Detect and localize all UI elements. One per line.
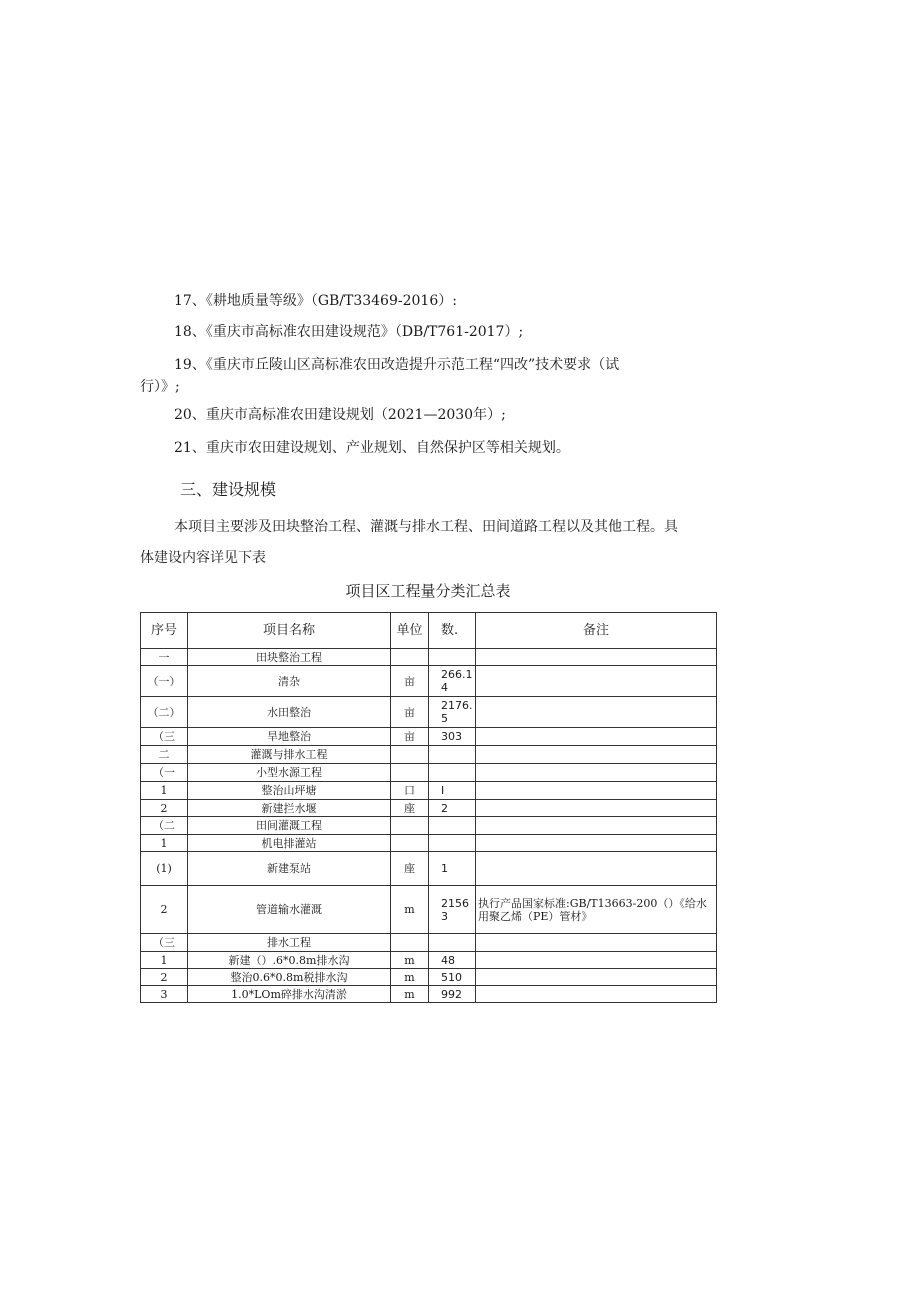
table-row [141,649,717,666]
row-index: 二 [141,746,188,764]
row-quantity: 303 [429,728,476,746]
row-unit: m [391,986,429,1003]
row-remark [476,782,717,800]
reference-19: 19、《重庆市丘陵山区高标准农田改造提升示范工程“四改”技术要求（试 [174,357,620,373]
row-quantity: 2176.5 [429,697,476,728]
row-name: 新建泵站 [188,852,391,886]
row-quantity: 48 [429,952,476,969]
row-index: 1 [141,835,188,852]
reference-20: 20、重庆市高标准农田建设规划（2021—2030年）; [174,407,506,423]
engineering-quantity-table [140,612,717,1003]
row-unit [391,835,429,852]
row-remark [476,666,717,697]
table-row [141,986,717,1003]
row-unit [391,649,429,666]
row-unit: 口 [391,782,429,800]
row-unit: 亩 [391,728,429,746]
row-unit: 座 [391,852,429,886]
row-remark [476,835,717,852]
table-row [141,666,717,697]
row-quantity [429,817,476,835]
intro-line-1: 本项目主要涉及田块整治工程、灌溉与排水工程、田间道路工程以及其他工程。具 [174,519,678,535]
row-remark [476,817,717,835]
reference-21: 21、重庆市农田建设规划、产业规划、自然保护区等相关规划。 [174,440,570,456]
row-quantity: 1 [429,852,476,886]
row-name: 机电排灌站 [188,835,391,852]
row-name: 整治山坪塘 [188,782,391,800]
row-remark [476,969,717,986]
row-unit: m [391,886,429,934]
row-name: 水田整治 [188,697,391,728]
row-name: 旱地整治 [188,728,391,746]
row-name: 清杂 [188,666,391,697]
reference-18: 18、《重庆市高标准农田建设规范》（DB/T761-2017）; [174,324,524,340]
row-index: 2 [141,886,188,934]
row-index: （二） [141,697,188,728]
header-remark: 备注 [476,613,717,649]
row-unit [391,934,429,952]
row-remark [476,852,717,886]
table-row [141,728,717,746]
row-index: (1) [141,852,188,886]
row-quantity [429,835,476,852]
table-row [141,852,717,886]
row-remark: 执行产品国家标准:GB/T13663-200（）《给水用聚乙烯（PE）管材》 [476,886,717,934]
table-row [141,934,717,952]
row-quantity: 266.14 [429,666,476,697]
row-quantity: 992 [429,986,476,1003]
reference-17: 17、《耕地质量等级》（GB/T33469-2016）: [174,293,457,309]
table-row [141,835,717,852]
row-name: 灌溉与排水工程 [188,746,391,764]
row-index: 1 [141,782,188,800]
table-row [141,782,717,800]
table-title: 项目区工程量分类汇总表 [345,582,511,600]
row-name: 小型水源工程 [188,764,391,782]
row-index: （一） [141,666,188,697]
row-quantity: 2 [429,800,476,817]
row-quantity [429,649,476,666]
table-header-row [141,613,717,649]
row-index: （二 [141,817,188,835]
row-index: 2 [141,800,188,817]
row-index: （一 [141,764,188,782]
row-unit [391,746,429,764]
row-index: 一 [141,649,188,666]
row-quantity [429,934,476,952]
row-name: 管道输水灌溉 [188,886,391,934]
row-unit [391,817,429,835]
table-row [141,800,717,817]
row-name: 1.0*LOm碎排水沟清淤 [188,986,391,1003]
row-name: 新建（）.6*0.8m排水沟 [188,952,391,969]
reference-19-continuation: 行）》; [140,379,180,395]
row-index: 2 [141,969,188,986]
table-row [141,746,717,764]
row-name: 整治0.6*0.8m税排水沟 [188,969,391,986]
row-index: （三 [141,934,188,952]
row-remark [476,764,717,782]
row-index: 3 [141,986,188,1003]
row-quantity: 510 [429,969,476,986]
row-name: 排水工程 [188,934,391,952]
intro-line-2: 体建设内容详见下表 [140,550,266,566]
row-unit: m [391,952,429,969]
row-remark [476,986,717,1003]
row-remark [476,800,717,817]
row-quantity: 21563 [429,886,476,934]
row-remark [476,728,717,746]
row-unit [391,764,429,782]
table-row [141,697,717,728]
header-index: 序号 [141,613,188,649]
table-row [141,969,717,986]
row-unit: 亩 [391,697,429,728]
row-remark [476,746,717,764]
table-row [141,817,717,835]
header-unit: 单位 [391,613,429,649]
row-remark [476,649,717,666]
header-quantity: 数. [429,613,476,649]
row-unit: m [391,969,429,986]
row-index: （三 [141,728,188,746]
header-name: 项目名称 [188,613,391,649]
row-name: 田间灌溉工程 [188,817,391,835]
row-remark [476,697,717,728]
row-remark [476,952,717,969]
row-quantity [429,746,476,764]
row-name: 新建拦水堰 [188,800,391,817]
row-quantity [429,764,476,782]
table-row [141,886,717,934]
row-name: 田块整治工程 [188,649,391,666]
table-row [141,764,717,782]
table-row [141,952,717,969]
section-heading: 三、建设规模 [180,480,277,499]
row-remark [476,934,717,952]
row-unit: 座 [391,800,429,817]
row-unit: 亩 [391,666,429,697]
row-quantity: I [429,782,476,800]
row-index: 1 [141,952,188,969]
